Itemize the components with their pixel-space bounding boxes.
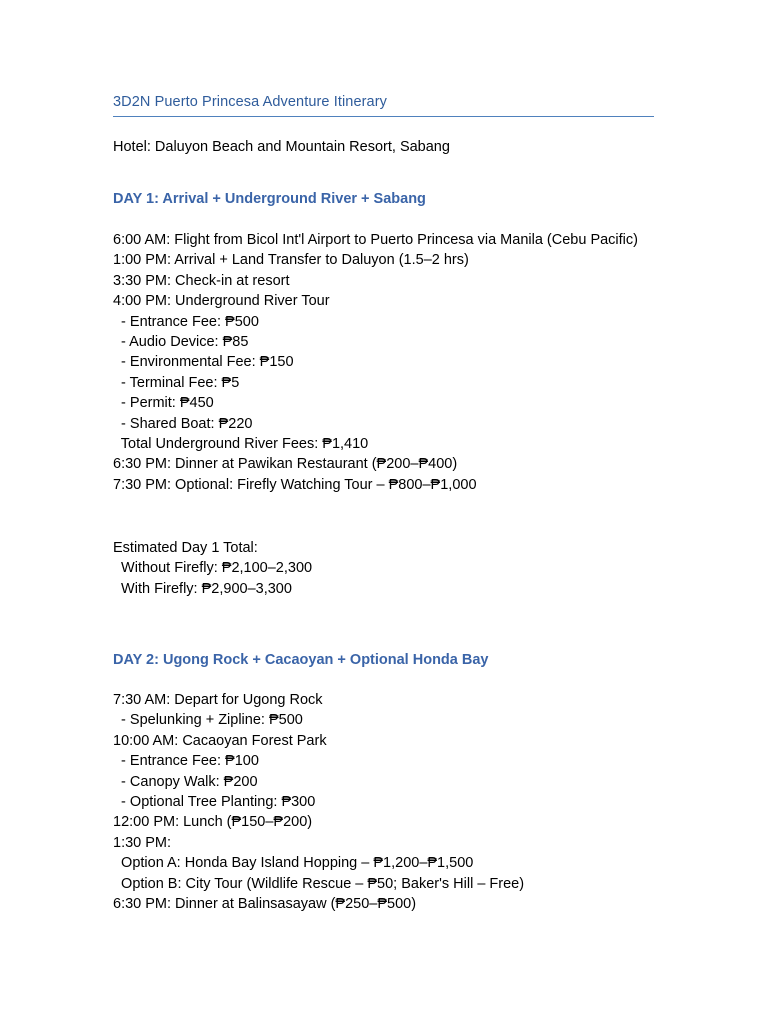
day1-schedule xyxy=(113,230,673,495)
day1-line: - Shared Boat: ₱220 xyxy=(113,415,253,432)
day1-line: - Environmental Fee: ₱150 xyxy=(113,354,294,371)
day2-line: - Canopy Walk: ₱200 xyxy=(113,773,258,790)
day2-line: - Optional Tree Planting: ₱300 xyxy=(113,793,316,810)
day1-line: 1:00 PM: Arrival + Land Transfer to Daluyon (1.5–2 hrs) xyxy=(113,252,469,269)
day1-heading: DAY 1: Arrival + Underground River + Sabang xyxy=(113,191,426,207)
day2-line: 1:30 PM: xyxy=(113,834,172,851)
day1-line: 7:30 PM: Optional: Firefly Watching Tour – ₱800–₱1,000 xyxy=(113,476,477,493)
day1-estimate xyxy=(113,538,673,599)
day1-line: - Permit: ₱450 xyxy=(113,395,214,412)
hotel-line xyxy=(113,137,673,157)
document-title: 3D2N Puerto Princesa Adventure Itinerary xyxy=(113,94,387,110)
hotel-text: Hotel: Daluyon Beach and Mountain Resort, Sabang xyxy=(113,139,450,155)
day1-line: 3:30 PM: Check-in at resort xyxy=(113,272,290,289)
day2-line: 6:30 PM: Dinner at Balinsasayaw (₱250–₱500) xyxy=(113,895,417,912)
day1-line: 4:00 PM: Underground River Tour xyxy=(113,293,330,310)
title-underline xyxy=(113,116,654,117)
day1-line: - Terminal Fee: ₱5 xyxy=(113,374,240,391)
day1-line: Total Underground River Fees: ₱1,410 xyxy=(113,435,369,452)
day2-heading: DAY 2: Ugong Rock + Cacaoyan + Optional Honda Bay xyxy=(113,652,489,668)
day2-line: 7:30 AM: Depart for Ugong Rock xyxy=(113,692,323,708)
day2-line: Option B: City Tour (Wildlife Rescue – ₱50; Baker's Hill – Free) xyxy=(113,875,525,892)
day1-line: - Entrance Fee: ₱500 xyxy=(113,313,259,330)
day2-line: - Entrance Fee: ₱100 xyxy=(113,753,259,770)
day2-line: 10:00 AM: Cacaoyan Forest Park xyxy=(113,732,327,749)
day2-line: - Spelunking + Zipline: ₱500 xyxy=(113,712,303,729)
day1-total-label: Estimated Day 1 Total: xyxy=(113,540,258,556)
day1-line: - Audio Device: ₱85 xyxy=(113,333,249,350)
day1-with-firefly: With Firefly: ₱2,900–3,300 xyxy=(113,580,292,597)
day1-line: 6:30 PM: Dinner at Pawikan Restaurant (₱200–₱400) xyxy=(113,456,458,473)
day1-without-firefly: Without Firefly: ₱2,100–2,300 xyxy=(113,560,313,577)
day1-line: 6:00 AM: Flight from Bicol Int'l Airport to Puerto Princesa via Manila (Cebu Pacific) xyxy=(113,232,638,248)
day2-schedule xyxy=(113,690,673,914)
day2-line: Option A: Honda Bay Island Hopping – ₱1,200–₱1,500 xyxy=(113,855,474,872)
day2-line: 12:00 PM: Lunch (₱150–₱200) xyxy=(113,814,313,831)
